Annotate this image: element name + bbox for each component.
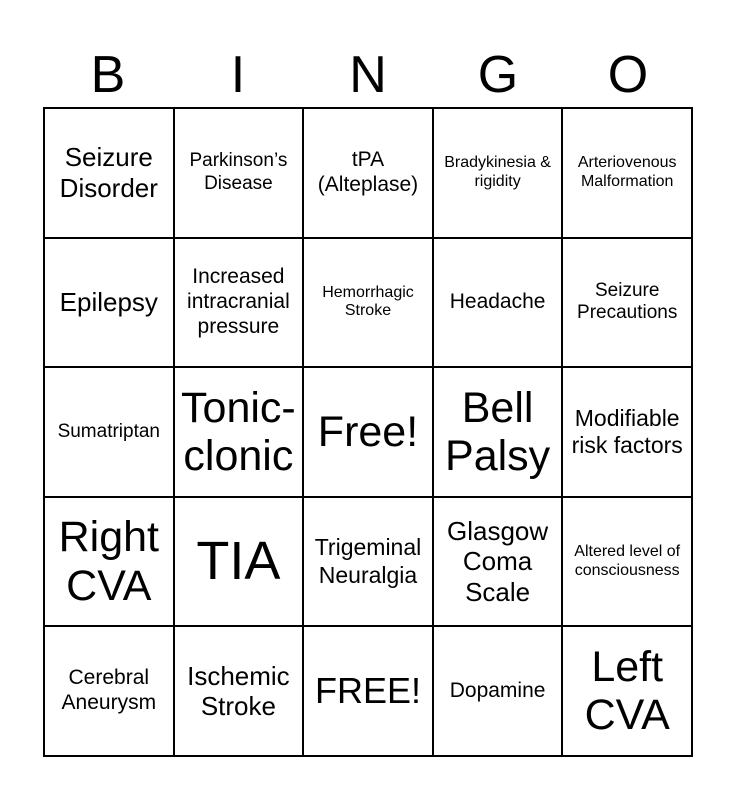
header-letter-o: O bbox=[607, 46, 649, 104]
header-letter-n: N bbox=[349, 46, 387, 104]
bingo-cell[interactable]: Bradykinesia & rigidity bbox=[434, 109, 564, 239]
bingo-cell[interactable]: Seizure Precautions bbox=[563, 239, 693, 369]
bingo-header bbox=[43, 42, 693, 108]
header-letter-g: G bbox=[477, 46, 519, 104]
bingo-cell[interactable]: Trigeminal Neuralgia bbox=[304, 498, 434, 628]
bingo-cell[interactable]: Altered level of consciousness bbox=[563, 498, 693, 628]
bingo-cell[interactable]: TIA bbox=[175, 498, 305, 628]
bingo-board bbox=[43, 107, 693, 757]
bingo-cell[interactable]: Cerebral Aneurysm bbox=[45, 627, 175, 757]
header-letter-i: I bbox=[230, 46, 246, 104]
bingo-cell[interactable]: Glasgow Coma Scale bbox=[434, 498, 564, 628]
bingo-cell[interactable]: Dopamine bbox=[434, 627, 564, 757]
bingo-cell[interactable]: Left CVA bbox=[563, 627, 693, 757]
bingo-cell[interactable]: Hemorrhagic Stroke bbox=[304, 239, 434, 369]
bingo-cell[interactable]: Modifiable risk factors bbox=[563, 368, 693, 498]
bingo-cell-free[interactable]: FREE! bbox=[304, 627, 434, 757]
bingo-cell[interactable]: Seizure Disorder bbox=[45, 109, 175, 239]
bingo-cell[interactable]: Ischemic Stroke bbox=[175, 627, 305, 757]
bingo-cell[interactable]: Bell Palsy bbox=[434, 368, 564, 498]
bingo-cell[interactable]: Right CVA bbox=[45, 498, 175, 628]
bingo-cell[interactable]: Arteriovenous Malformation bbox=[563, 109, 693, 239]
bingo-cell[interactable]: tPA (Alteplase) bbox=[304, 109, 434, 239]
bingo-cell[interactable]: Epilepsy bbox=[45, 239, 175, 369]
bingo-cell[interactable]: Tonic-clonic bbox=[175, 368, 305, 498]
bingo-cell-free[interactable]: Free! bbox=[304, 368, 434, 498]
header-letter-b: B bbox=[90, 46, 126, 104]
bingo-cell[interactable]: Increased intracranial pressure bbox=[175, 239, 305, 369]
bingo-cell[interactable]: Parkinson’s Disease bbox=[175, 109, 305, 239]
bingo-cell[interactable]: Headache bbox=[434, 239, 564, 369]
bingo-cell[interactable]: Sumatriptan bbox=[45, 368, 175, 498]
